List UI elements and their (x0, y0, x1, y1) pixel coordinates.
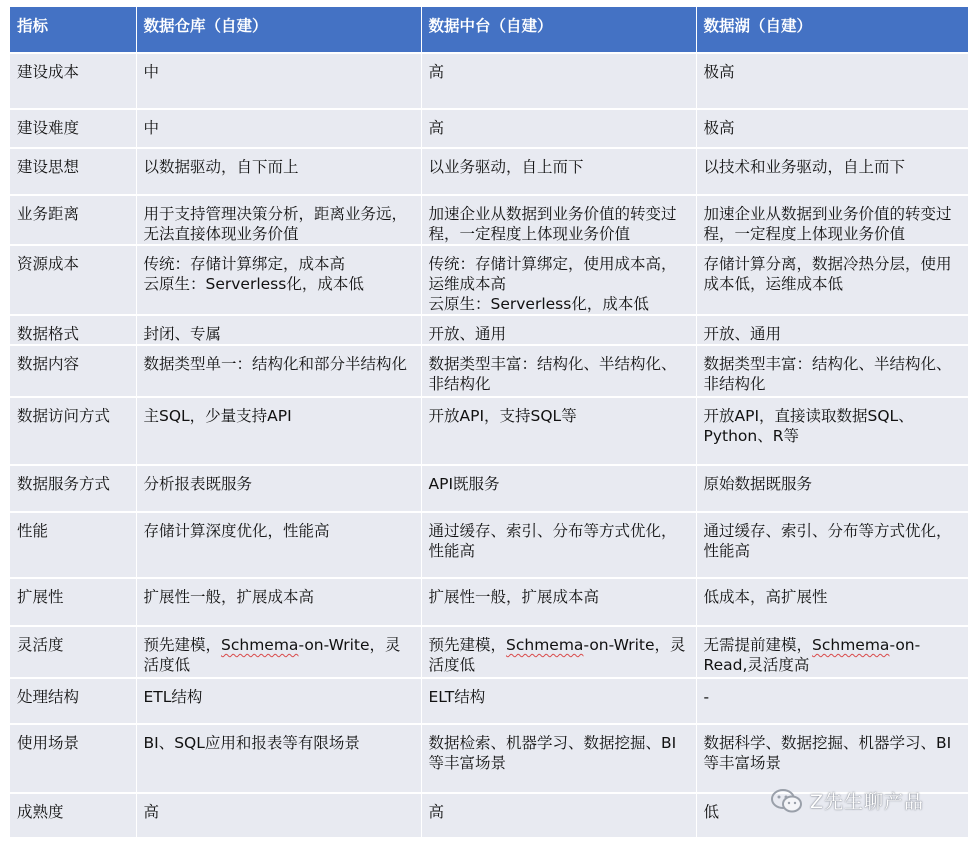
table-cell: 传统：存储计算绑定，使用成本高，运维成本高 云原生：Serverless化，成本低 (421, 245, 696, 315)
table-cell: 中 (136, 53, 421, 109)
indicator-cell: 使用场景 (10, 724, 136, 793)
table-cell: 数据类型丰富：结构化、半结构化、非结构化 (421, 345, 696, 397)
cell-text: 预先建模，Schmema-on-Write，灵活度低 (143, 636, 401, 674)
table-cell: 用于支持管理决策分析，距离业务远，无法直接体现业务价值 (136, 195, 421, 245)
table-cell: 通过缓存、索引、分布等方式优化，性能高 (421, 512, 696, 578)
table-cell: 高 (421, 53, 696, 109)
table-cell: 以技术和业务驱动，自上而下 (696, 148, 968, 195)
indicator-cell: 建设成本 (10, 53, 136, 109)
cell-text: 预先建模，Schmema-on-Write，灵活度低 (428, 636, 686, 674)
table-row (10, 148, 968, 195)
indicator-cell: 资源成本 (10, 245, 136, 315)
table-cell: 扩展性一般，扩展成本高 (421, 578, 696, 626)
table-cell: 通过缓存、索引、分布等方式优化，性能高 (696, 512, 968, 578)
table-cell: 存储计算分离，数据冷热分层，使用成本低，运维成本低 (696, 245, 968, 315)
table-row (10, 626, 968, 678)
table-cell: 扩展性一般，扩展成本高 (136, 578, 421, 626)
indicator-cell: 业务距离 (10, 195, 136, 245)
table-cell: 中 (136, 109, 421, 148)
table-cell: 低成本，高扩展性 (696, 578, 968, 626)
table-row (10, 109, 968, 148)
indicator-cell: 性能 (10, 512, 136, 578)
table-cell: 开放API，支持SQL等 (421, 397, 696, 465)
wechat-icon (770, 788, 804, 814)
indicator-cell: 灵活度 (10, 626, 136, 678)
cell-text: 无需提前建模，Schmema-on-Read,灵活度高 (703, 636, 921, 674)
table-cell: 数据类型丰富：结构化、半结构化、非结构化 (696, 345, 968, 397)
table-row (10, 397, 968, 465)
table-row (10, 195, 968, 245)
indicator-cell: 数据内容 (10, 345, 136, 397)
table-cell: 极高 (696, 53, 968, 109)
table-cell: 高 (421, 109, 696, 148)
table-row (10, 345, 968, 397)
table-cell: 以数据驱动，自下而上 (136, 148, 421, 195)
table-cell: 开放、通用 (696, 315, 968, 345)
table-row (10, 245, 968, 315)
table-cell: 低 (696, 793, 968, 838)
table-cell: API既服务 (421, 465, 696, 512)
table-cell: 高 (421, 793, 696, 838)
table-cell: 数据检索、机器学习、数据挖掘、BI等丰富场景 (421, 724, 696, 793)
header-cell: 数据中台（自建） (421, 7, 696, 53)
header-cell: 数据湖（自建） (696, 7, 968, 53)
table-row (10, 678, 968, 724)
table-cell: 封闭、专属 (136, 315, 421, 345)
table-cell: 加速企业从数据到业务价值的转变过程，一定程度上体现业务价值 (696, 195, 968, 245)
table-cell (421, 626, 696, 678)
table-cell: 原始数据既服务 (696, 465, 968, 512)
table-row (10, 578, 968, 626)
indicator-cell: 扩展性 (10, 578, 136, 626)
table-cell (696, 626, 968, 678)
indicator-cell: 数据服务方式 (10, 465, 136, 512)
table-header-row (10, 7, 968, 53)
table-cell: 加速企业从数据到业务价值的转变过程，一定程度上体现业务价值 (421, 195, 696, 245)
table-row (10, 53, 968, 109)
watermark (770, 787, 924, 814)
table-cell: BI、SQL应用和报表等有限场景 (136, 724, 421, 793)
indicator-cell: 建设思想 (10, 148, 136, 195)
table-row (10, 724, 968, 793)
watermark-text: Z先生聊产品 (810, 791, 925, 813)
table-cell: 分析报表既服务 (136, 465, 421, 512)
table-cell: ETL结构 (136, 678, 421, 724)
table-cell (136, 626, 421, 678)
table-row (10, 512, 968, 578)
table-cell: 数据类型单一：结构化和部分半结构化 (136, 345, 421, 397)
table-cell: 传统：存储计算绑定，成本高 云原生：Serverless化，成本低 (136, 245, 421, 315)
table-cell: ELT结构 (421, 678, 696, 724)
table-cell: 极高 (696, 109, 968, 148)
table-cell: 开放、通用 (421, 315, 696, 345)
table-row (10, 315, 968, 345)
indicator-cell: 数据格式 (10, 315, 136, 345)
table-cell: 开放API，直接读取数据SQL、Python、R等 (696, 397, 968, 465)
header-cell: 指标 (10, 7, 136, 53)
indicator-cell: 建设难度 (10, 109, 136, 148)
indicator-cell: 处理结构 (10, 678, 136, 724)
table-row (10, 465, 968, 512)
table-cell: 主SQL，少量支持API (136, 397, 421, 465)
table-cell: 数据科学、数据挖掘、机器学习、BI等丰富场景 (696, 724, 968, 793)
indicator-cell: 数据访问方式 (10, 397, 136, 465)
comparison-table (10, 7, 969, 839)
table-cell: 高 (136, 793, 421, 838)
indicator-cell: 成熟度 (10, 793, 136, 838)
header-cell: 数据仓库（自建） (136, 7, 421, 53)
table-cell: 以业务驱动，自上而下 (421, 148, 696, 195)
table-cell: 存储计算深度优化，性能高 (136, 512, 421, 578)
table-cell: - (696, 678, 968, 724)
